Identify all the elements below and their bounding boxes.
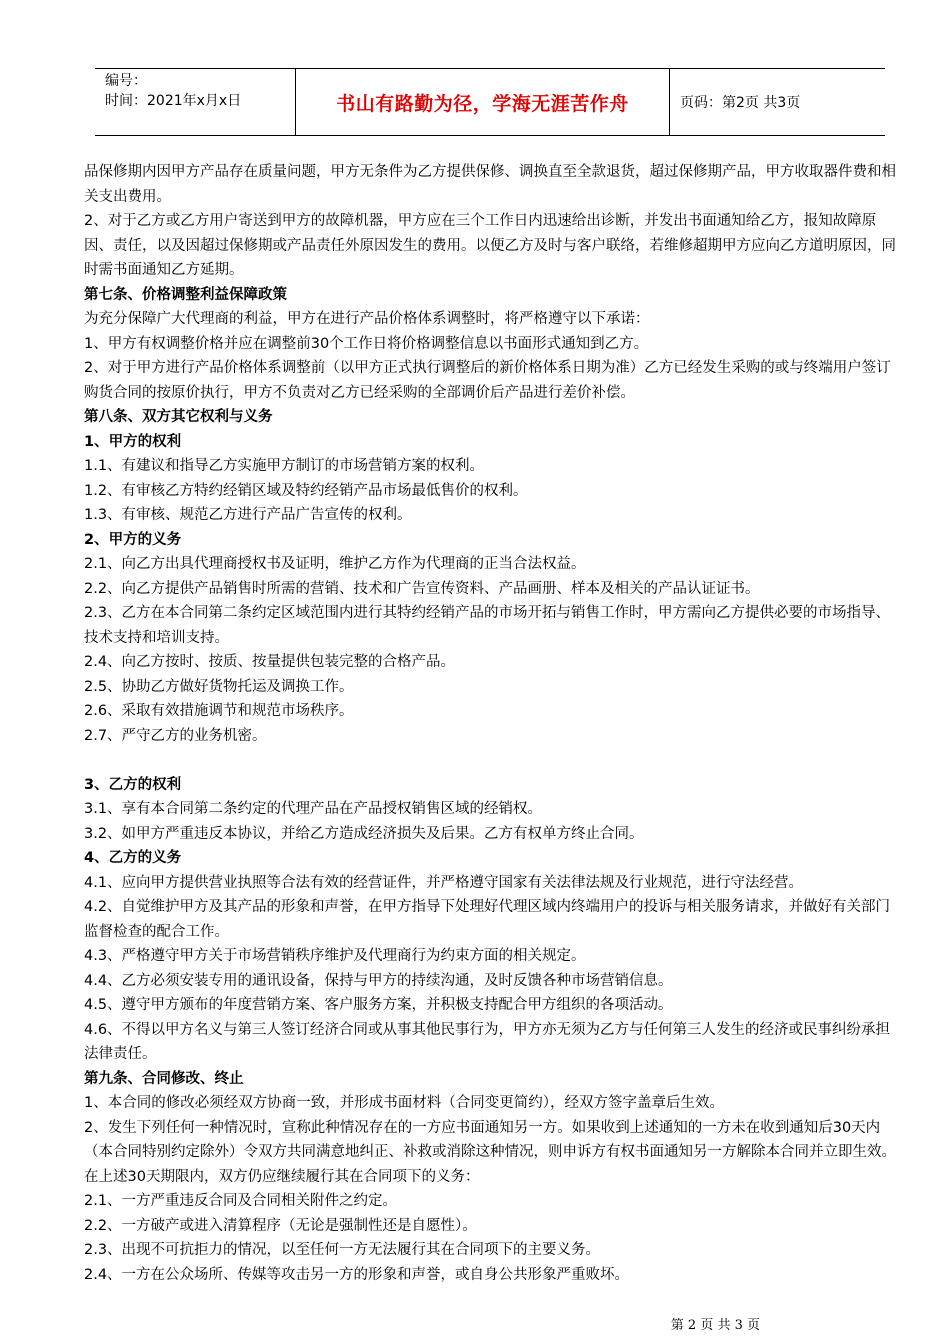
paragraph: 2.2、一方破产或进入清算程序（无论是强制性还是自愿性）。 — [84, 1217, 477, 1234]
paragraph: 4.1、应向甲方提供营业执照等合法有效的经营证件，并严格遵守国家有关法律法规及行业规范，进行守法经营。 — [84, 874, 804, 891]
paragraph: 品保修期内因甲方产品存在质量问题，甲方无条件为乙方提供保修、调换直至全款退货，超过保修期产品，甲方收取器件费和相关支出费用。 — [84, 164, 896, 205]
section-heading: 第九条、合同修改、终止 — [84, 1070, 244, 1087]
page-footer: 第 2 页 共 3 页 — [670, 1318, 760, 1333]
paragraph: 3.2、如甲方严重违反本协议，并给乙方造成经济损失及后果。乙方有权单方终止合同。 — [84, 825, 644, 842]
paragraph: 2.4、一方在公众场所、传媒等攻击另一方的形象和声誉，或自身公共形象严重败坏。 — [84, 1266, 630, 1283]
paragraph: 4.4、乙方必须安装专用的通讯设备，保持与甲方的持续沟通，及时反馈各种市场营销信息。 — [84, 972, 673, 989]
paragraph: 4.6、不得以甲方名义与第三人签订经济合同或从事其他民事行为，甲方亦无须为乙方与任何第三人发生的经济或民事纠纷承担法律责任。 — [84, 1021, 891, 1062]
paragraph: 4.5、遵守甲方颁布的年度营销方案、客户服务方案，并积极支持配合甲方组织的各项活动。 — [84, 997, 673, 1013]
header-meta — [95, 69, 296, 135]
paragraph: 2.5、协助乙方做好货物托运及调换工作。 — [84, 678, 354, 695]
paragraph: 1.2、有审核乙方特约经销区域及特约经销产品市场最低售价的权利。 — [84, 482, 528, 499]
paragraph: 4.2、自觉维护甲方及其产品的形象和声誉，在甲方指导下处理好代理区域内终端用户的投诉与相关服务请求，并做好有关部门监督检查的配合工作。 — [84, 899, 891, 940]
section-heading: 第八条、双方其它权利与义务 — [84, 409, 273, 425]
paragraph: 2.2、向乙方提供产品销售时所需的营销、技术和广告宣传资料、产品画册、样本及相关的产品认证证书。 — [84, 580, 760, 597]
paragraph: 2、对于甲方进行产品价格体系调整前（以甲方正式执行调整后的新价格体系日期为准）乙方已经发生采购的或与终端用户签订购货合同的按原价执行，甲方不负责对乙方已经采购的全部调价后产品进行差价补偿。 — [84, 360, 891, 401]
paragraph: 2、对于乙方或乙方用户寄送到甲方的故障机器，甲方应在三个工作日内迅速给出诊断，并发出书面通知给乙方，报知故障原因、责任，以及因超过保修期或产品责任外原因发生的费用。以便乙方及时与客户联络，若维修超期甲方应向乙方道明原因，同时需书面通知乙方延期。 — [84, 213, 896, 278]
paragraph: 1、甲方有权调整价格并应在调整前30个工作日将价格调整信息以书面形式通知到乙方。 — [84, 335, 649, 352]
paragraph: 4.3、严格遵守甲方关于市场营销秩序维护及代理商行为约束方面的相关规定。 — [84, 948, 586, 964]
paragraph: 2.4、向乙方按时、按质、按量提供包装完整的合格产品。 — [84, 654, 456, 670]
paragraph: 2、发生下列任何一种情况时，宣称此种情况存在的一方应书面通知另一方。如果收到上述通知的一方未在收到通知后30天内（本合同特别约定除外）令双方共同满意地纠正、补救或消除这种情况，则申诉方有权书面通知另一方解除本合同并立即生效。在上述30天期限内，双方仍应继续履行其在合同项下的义务： — [84, 1119, 896, 1185]
header-page-number: 页码：第2页 共3页 — [680, 95, 801, 111]
paragraph: 2.7、严守乙方的业务机密。 — [84, 727, 267, 744]
paragraph: 2.3、出现不可抗拒力的情况，以至任何一方无法履行其在合同项下的主要义务。 — [84, 1242, 601, 1258]
document-number-label: 编号： — [105, 73, 147, 89]
paragraph: 3.1、享有本合同第二条约定的代理产品在产品授权销售区域的经销权。 — [84, 801, 543, 817]
section-heading: 第七条、价格调整利益保障政策 — [84, 286, 287, 303]
page-header — [95, 68, 885, 136]
paragraph: 1、本合同的修改必须经双方协商一致，并形成书面材料（合同变更简约），经双方签字盖章后生效。 — [84, 1095, 724, 1111]
paragraph: 1.1、有建议和指导乙方实施甲方制订的市场营销方案的权利。 — [84, 458, 485, 474]
paragraph: 2.1、向乙方出具代理商授权书及证明，维护乙方作为代理商的正当合法权益。 — [84, 556, 586, 572]
paragraph: 1.3、有审核、规范乙方进行产品广告宣传的权利。 — [84, 507, 412, 523]
header-motto: 书山有路勤为径，学海无涯苦作舟 — [296, 69, 670, 135]
section-heading: 4、乙方的义务 — [84, 850, 182, 866]
section-heading: 2、甲方的义务 — [84, 531, 182, 548]
paragraph: 2.3、乙方在本合同第二条约定区域范围内进行其特约经销产品的市场开拓与销售工作时，甲方需向乙方提供必要的市场指导、技术支持和培训支持。 — [84, 605, 891, 646]
paragraph: 2.1、一方严重违反合同及合同相关附件之约定。 — [84, 1193, 398, 1209]
paragraph: 为充分保障广大代理商的利益，甲方在进行产品价格体系调整时，将严格遵守以下承诺： — [84, 311, 650, 327]
section-heading: 1、甲方的权利 — [84, 433, 182, 450]
section-heading: 3、乙方的权利 — [84, 776, 182, 793]
paragraph: 2.6、采取有效措施调节和规范市场秩序。 — [84, 703, 354, 719]
document-date: 时间：2021年x月x日 — [105, 93, 242, 109]
document-body — [84, 160, 904, 1287]
paragraph-spacer — [84, 748, 904, 773]
